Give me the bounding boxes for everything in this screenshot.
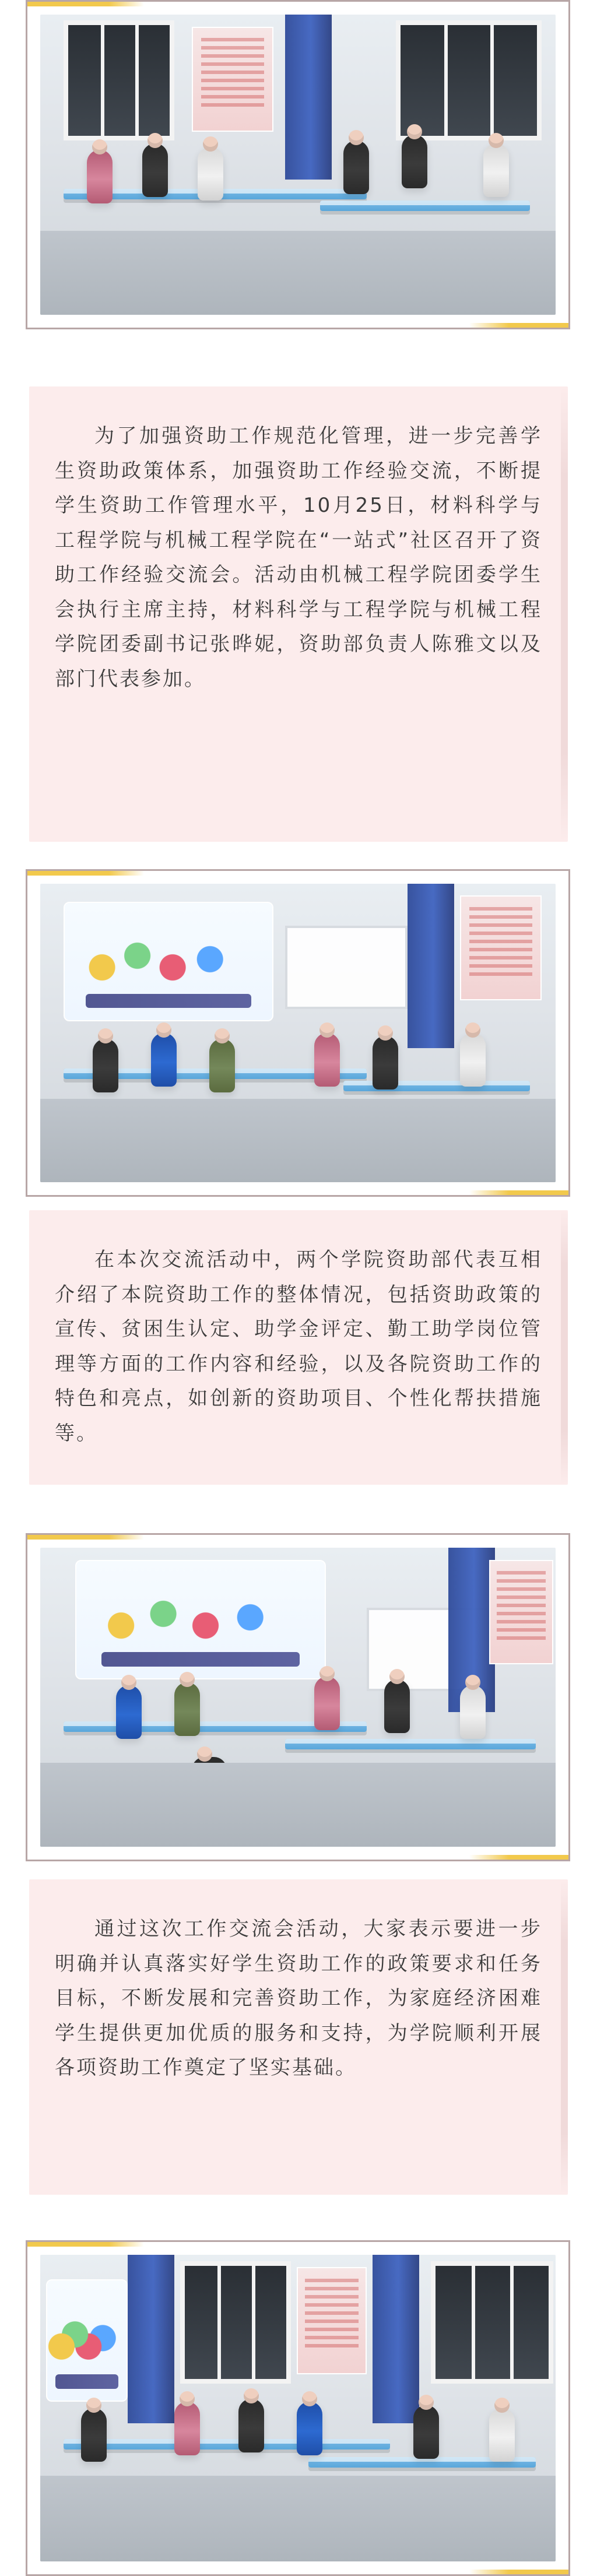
meeting-photo <box>40 1548 556 1847</box>
meeting-photo <box>40 2255 556 2561</box>
curtain <box>128 2255 174 2423</box>
curtain <box>408 884 454 1048</box>
attendee <box>81 2408 107 2462</box>
meeting-table <box>285 1739 536 1749</box>
floor <box>40 1099 556 1182</box>
whiteboard <box>285 926 408 1009</box>
frame-accent-bottom-right <box>469 1855 568 1860</box>
frame-accent-bottom-right <box>469 1190 568 1195</box>
attendee <box>343 140 369 194</box>
frame-accent-top-left <box>27 1535 144 1540</box>
wall-mural <box>75 1560 326 1679</box>
attendee <box>198 147 223 201</box>
attendee <box>209 1039 235 1092</box>
card-edge-accent <box>561 386 568 842</box>
window <box>396 20 542 140</box>
frame-accent-bottom-right <box>469 2570 568 2574</box>
attendee <box>314 1033 340 1087</box>
photo-card-3 <box>26 1533 570 1861</box>
attendee <box>174 2402 200 2455</box>
text-card-2 <box>29 1210 568 1485</box>
photo-card-4 <box>26 2240 570 2576</box>
attendee <box>116 1685 142 1739</box>
text-card-3 <box>29 1879 568 2195</box>
curtain <box>285 15 332 180</box>
meeting-photo <box>40 884 556 1182</box>
meeting-photo <box>40 15 556 315</box>
wall-poster <box>489 1560 553 1665</box>
photo-card-2 <box>26 869 570 1197</box>
wall-mural <box>64 902 273 1021</box>
frame-accent-top-left <box>27 2242 144 2247</box>
window <box>431 2261 553 2384</box>
attendee <box>87 150 113 203</box>
floor <box>40 2476 556 2561</box>
attendee <box>238 2399 264 2452</box>
attendee <box>142 143 168 197</box>
paragraph-2: 在本次交流活动中，两个学院资助部代表互相介绍了本院资助工作的整体情况，包括资助政策的宣传、贫困生认定、助学金评定、勤工助学岗位管理等方面的工作内容和经验，以及各院资助工作的特色和亮点，如创新的资助项目、个性化帮扶措施等。 <box>55 1248 542 1445</box>
attendee <box>93 1039 118 1092</box>
photo-card-1 <box>26 0 570 329</box>
meeting-table <box>64 2439 390 2450</box>
attendee <box>297 2402 322 2455</box>
frame-accent-top-left <box>27 2 144 6</box>
curtain <box>373 2255 419 2423</box>
wall-mural <box>46 2279 128 2402</box>
paragraph-3: 通过这次工作交流会活动，大家表示要进一步明确并认真落实好学生资助工作的政策要求和任务目标，不断发展和完善资助工作，为家庭经济困难学生提供更加优质的服务和支持，为学院顺利开展各项资助工作奠定了坚实基础。 <box>55 1917 542 2079</box>
attendee <box>402 135 427 188</box>
attendee <box>174 1682 200 1736</box>
attendee <box>483 143 509 197</box>
meeting-table <box>343 1081 530 1091</box>
attendee <box>384 1679 410 1733</box>
floor <box>40 231 556 315</box>
window <box>64 20 174 140</box>
attendee <box>413 2405 439 2459</box>
card-edge-accent <box>561 1879 568 2195</box>
paragraph-1: 为了加强资助工作规范化管理，进一步完善学生资助政策体系，加强资助工作经验交流，不断提学生资助工作管理水平，10月25日，材料科学与工程学院与机械工程学院在“一站式”社区召开了资助工作经验交流会。活动由机械工程学院团委学生会执行主席主持，材料科学与工程学院与机械工程学院团委副书记张晔妮，资助部负责人陈雅文以及部门代表参加。 <box>55 424 542 691</box>
attendee <box>460 1685 486 1739</box>
attendee <box>151 1033 177 1087</box>
window <box>180 2261 291 2384</box>
attendee <box>489 2408 515 2462</box>
floor <box>40 1763 556 1847</box>
wall-poster <box>192 27 273 132</box>
text-card-1 <box>29 386 568 842</box>
card-edge-accent <box>561 1210 568 1485</box>
frame-accent-bottom-right <box>469 323 568 328</box>
meeting-table <box>320 201 530 211</box>
attendee <box>314 1677 340 1730</box>
attendee <box>373 1036 398 1090</box>
attendee <box>460 1033 486 1087</box>
frame-accent-top-left <box>27 871 144 876</box>
wall-poster <box>460 895 542 1000</box>
wall-poster <box>297 2267 367 2374</box>
